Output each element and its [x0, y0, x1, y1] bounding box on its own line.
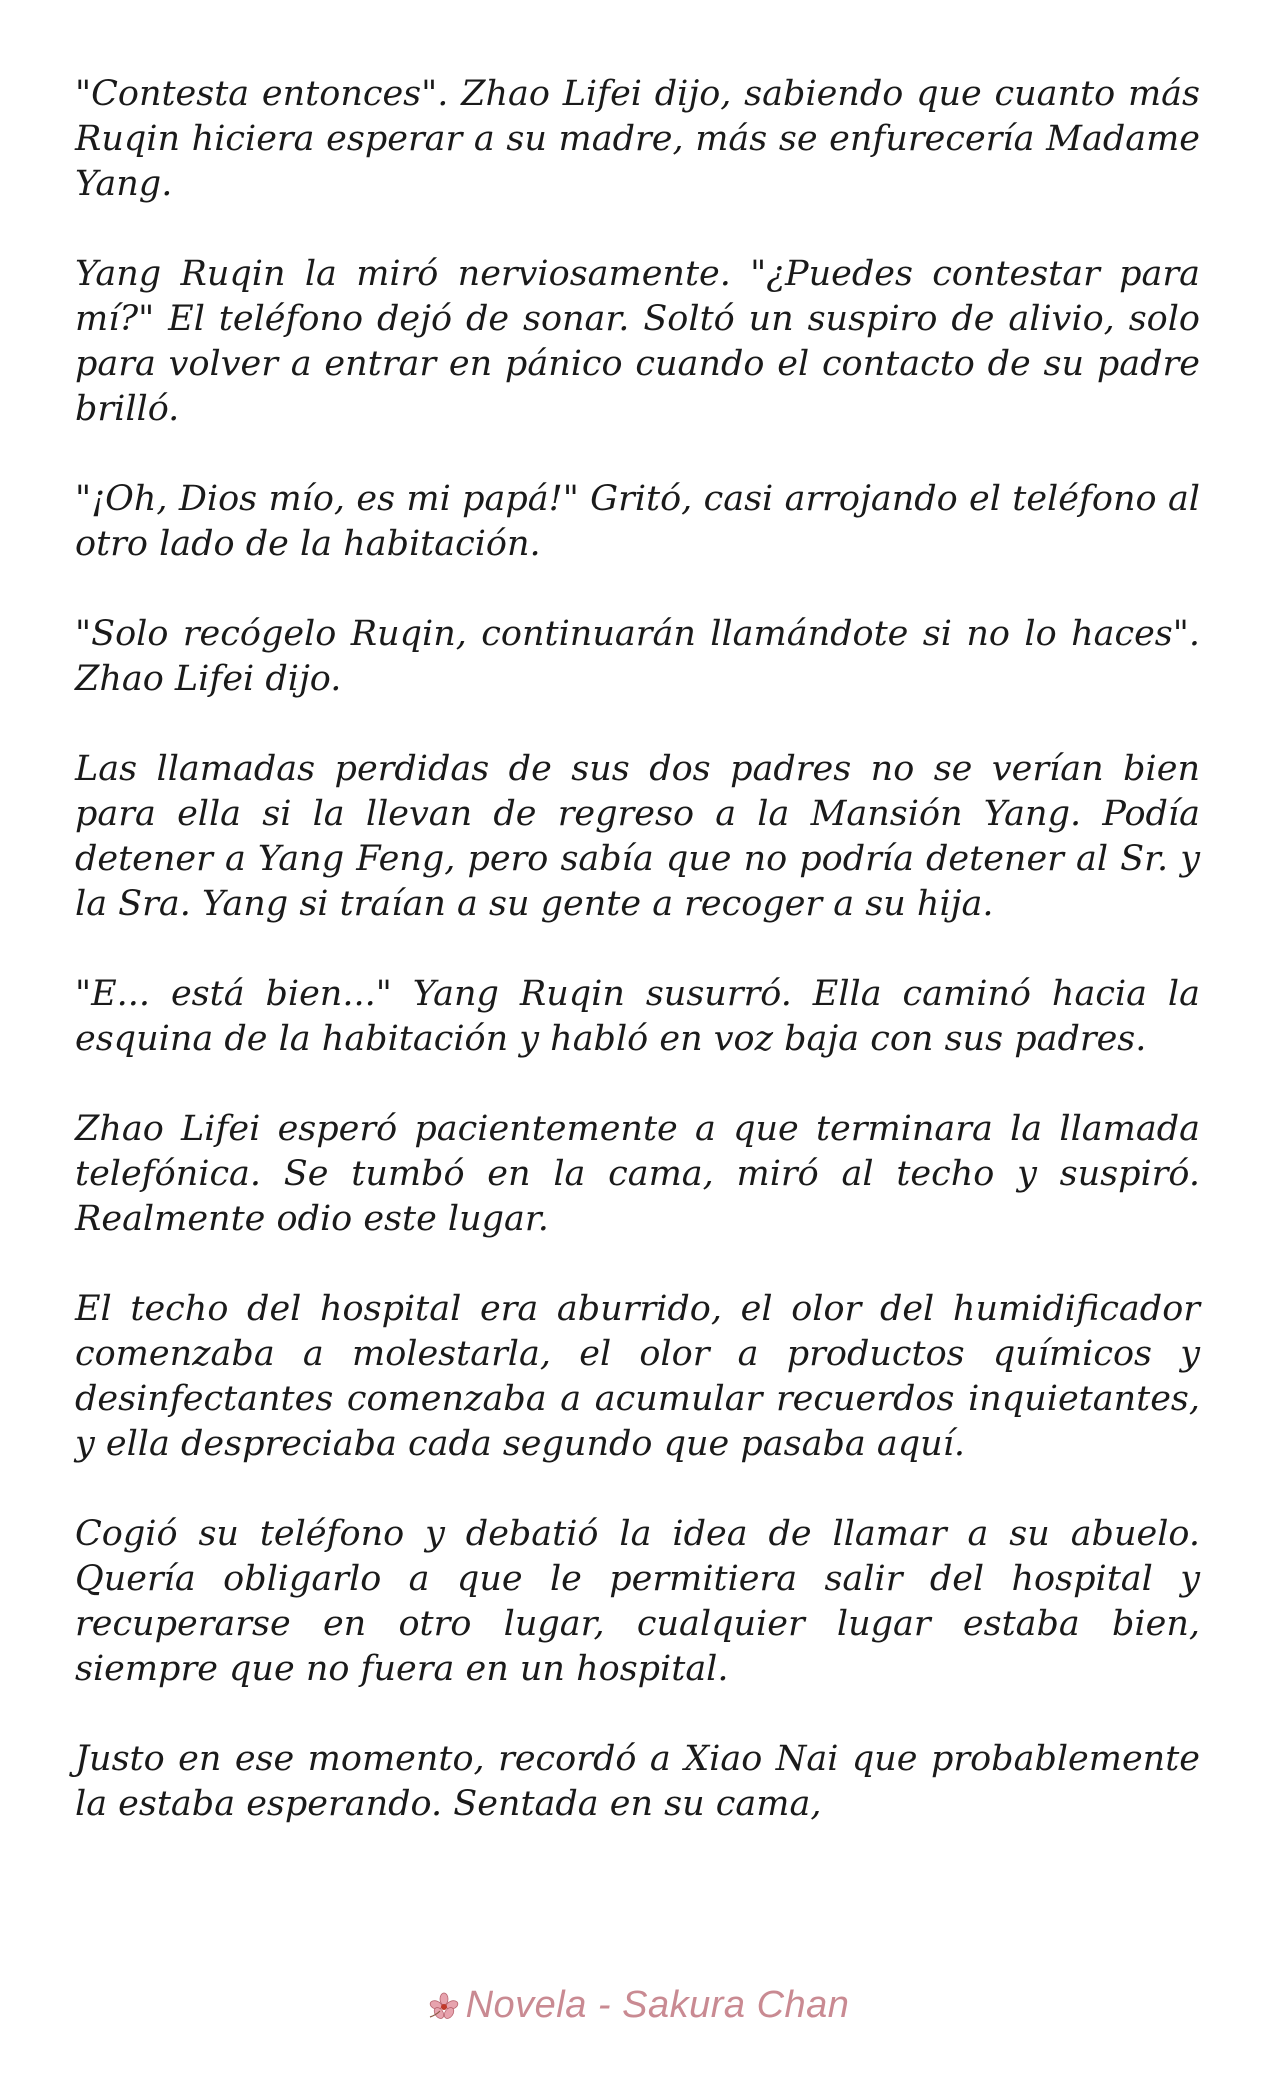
chapter-text	[75, 72, 1200, 1872]
paragraph-8: El techo del hospital era aburrido, el olor del humidificador comenzaba a molestarla, el olor a productos químicos y desinfectantes comenzaba a acumular recuerdos inquietantes, y ella despreciaba cada segundo que pasaba aquí.	[75, 1289, 1200, 1464]
paragraph-2: Yang Ruqin la miró nerviosamente. "¿Puedes contestar para mí?" El teléfono dejó de sonar. Soltó un suspiro de alivio, solo para volver a entrar en pánico cuando el contacto de su padre brilló.	[75, 254, 1200, 429]
paragraph-4: "Solo recógelo Ruqin, continuarán llamándote si no lo haces". Zhao Lifei dijo.	[75, 614, 1200, 699]
paragraph-10: Justo en ese momento, recordó a Xiao Nai que probablemente la estaba esperando. Sentada en su cama,	[75, 1739, 1200, 1824]
paragraph-7: Zhao Lifei esperó pacientemente a que terminara la llamada telefónica. Se tumbó en la cama, miró al techo y suspiró. Realmente odio este lugar.	[75, 1109, 1200, 1239]
watermark	[0, 1984, 1275, 2027]
watermark-text: Novela - Sakura Chan	[465, 1984, 850, 2026]
paragraph-9: Cogió su teléfono y debatió la idea de llamar a su abuelo. Quería obligarlo a que le permitiera salir del hospital y recuperarse en otro lugar, cualquier lugar estaba bien, siempre que no fuera en un hospital.	[75, 1514, 1200, 1689]
paragraph-5: Las llamadas perdidas de sus dos padres no se verían bien para ella si la llevan de regreso a la Mansión Yang. Podía detener a Yang Feng, pero sabía que no podría detener al Sr. y la Sra. Yang si traían a su gente a recoger a su hija.	[75, 749, 1200, 924]
paragraph-1: "Contesta entonces". Zhao Lifei dijo, sabiendo que cuanto más Ruqin hiciera esperar a su madre, más se enfurecería Madame Yang.	[75, 74, 1200, 204]
paragraph-6: "E... está bien..." Yang Ruqin susurró. Ella caminó hacia la esquina de la habitación y habló en voz baja con sus padres.	[75, 974, 1200, 1059]
sakura-flower-icon	[426, 1988, 462, 2018]
paragraph-3: "¡Oh, Dios mío, es mi papá!" Gritó, casi arrojando el teléfono al otro lado de la habitación.	[75, 479, 1200, 564]
